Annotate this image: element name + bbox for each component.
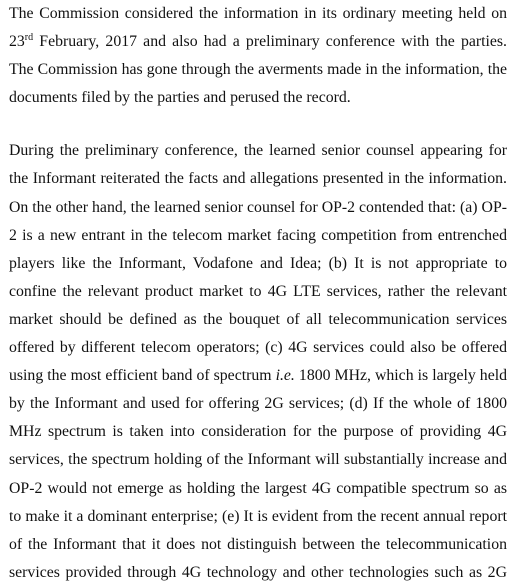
ordinal-suffix: rd: [24, 32, 34, 44]
text-line: [9, 362, 507, 390]
text-line: [9, 28, 507, 56]
text-line: OP-2 would not emerge as holding the largest 4G compatible spectrum so as: [9, 479, 507, 497]
text-line: market should be defined as the bouquet of all telecommunication services: [9, 310, 507, 328]
paragraph-gap: [9, 112, 507, 137]
text-line: On the other hand, the learned senior counsel for OP-2 contended that: (a) OP-: [9, 198, 507, 216]
text-line: MHz spectrum is taken into consideration for the purpose of providing 4G: [9, 423, 507, 441]
text-line: to make it a dominant enterprise; (e) It is evident from the recent annual report: [9, 507, 507, 525]
paragraph-2: [9, 137, 507, 587]
text-fragment: using the most efficient band of spectrum: [9, 367, 276, 385]
text-fragment: February, 2017 and also had a preliminary conference with the parties.: [33, 33, 507, 51]
text-line: services provided through 4G technology and other technologies such as 2G: [9, 563, 507, 581]
text-line: services, the spectrum holding of the Informant will substantially increase and: [9, 451, 507, 469]
date-day: 23: [9, 33, 25, 51]
text-line: of the Informant that it does not distinguish between the telecommunication: [9, 535, 507, 553]
text-line: offered by different telecom operators; (c) 4G services could also be offered: [9, 339, 507, 357]
paragraph-1: [9, 0, 507, 112]
text-line: 2 is a new entrant in the telecom market facing competition from entrenched: [9, 226, 507, 244]
text-line: players like the Informant, Vodafone and Idea; (b) It is not appropriate to: [9, 254, 507, 272]
text-line: documents filed by the parties and perused the record.: [9, 89, 351, 107]
text-line: The Commission has gone through the averments made in the information, the: [9, 61, 507, 79]
text-line: confine the relevant product market to 4G LTE services, rather the relevant: [9, 282, 507, 300]
text-fragment: 1800 MHz, which is largely held: [294, 367, 507, 385]
text-line: by the Informant and used for offering 2G services; (d) If the whole of 1800: [9, 395, 507, 413]
text-line: the Informant reiterated the facts and allegations presented in the information.: [9, 170, 507, 188]
italic-abbreviation: i.e.: [275, 367, 295, 385]
text-line: The Commission considered the information in its ordinary meeting held on: [9, 5, 507, 22]
text-line: During the preliminary conference, the learned senior counsel appearing for: [9, 142, 507, 160]
document-page: [9, 0, 507, 587]
